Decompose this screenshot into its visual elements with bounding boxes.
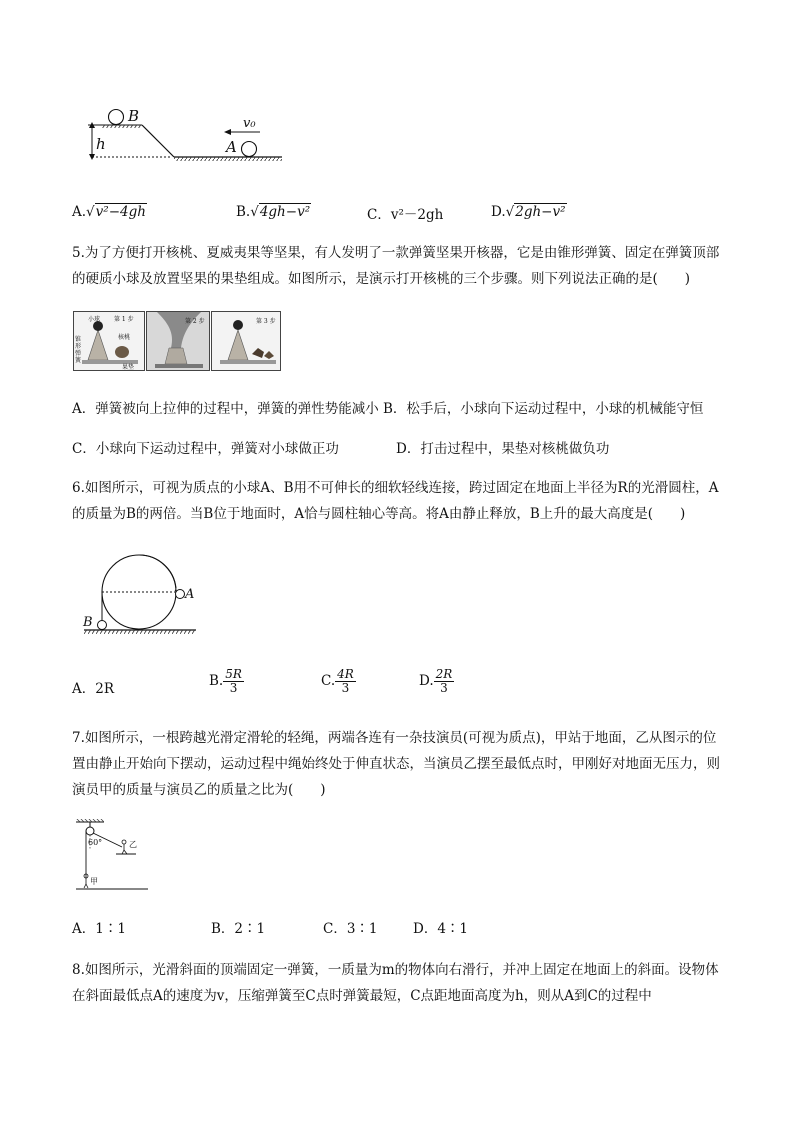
q5-photo1-label-spring: 锥形弹簧 <box>75 336 82 364</box>
q5-photo1-label-walnut: 核桃 <box>118 334 131 341</box>
q4-option-a-prefix: A. <box>72 204 87 220</box>
q6-option-b-den: 3 <box>229 681 238 695</box>
sqrt-icon: √ <box>250 204 259 220</box>
q6-option-d-num: 2R <box>435 667 453 681</box>
q4-option-b-prefix: B. <box>236 204 251 220</box>
q6-option-d-prefix: D. <box>419 673 434 689</box>
q6-option-b <box>209 668 244 695</box>
q5-photo2-label-step: 第 2 步 <box>185 318 205 325</box>
q6-option-b-num: 5R <box>225 667 242 681</box>
q6-option-a: A．2R <box>72 681 115 697</box>
q6-option-b-prefix: B. <box>209 673 224 689</box>
q5-photo1-label-pad: 果垫 <box>122 364 135 371</box>
q6-option-d <box>419 668 454 695</box>
q5-option-b: B．松手后，小球向下运动过程中，小球的机械能守恒 <box>383 401 704 417</box>
q4-option-c-text: C．v²－2gh <box>367 207 444 223</box>
q5-photo1-label-step: 第 1 步 <box>114 316 134 323</box>
q7-option-b: B．2∶1 <box>211 921 266 937</box>
q5-photo-step2 <box>146 311 210 371</box>
q7-angle-label: 60° <box>88 838 103 847</box>
q4-option-a-expr: v²−4gh <box>95 204 146 220</box>
q4-figure <box>82 105 292 165</box>
q8-stem: 8.如图所示，光滑斜面的顶端固定一弹簧，一质量为m的物体向右滑行，并冲上固定在地面上的斜面。设物体在斜面最低点A的速度为v，压缩弹簧至C点时弹簧最短，C点距地面高度为h，则从A到C的过程中 <box>72 962 719 1004</box>
q4-option-d <box>491 203 567 220</box>
q4-option-d-prefix: D. <box>491 204 506 220</box>
q5-photo3-label-step: 第 3 步 <box>256 318 276 325</box>
sqrt-icon: √ <box>86 204 95 220</box>
q6-option-c-prefix: C. <box>321 673 336 689</box>
q5-option-c: C．小球向下运动过程中，弹簧对小球做正功 <box>72 441 339 457</box>
q4-option-c <box>367 203 443 223</box>
q7-stem: 7.如图所示，一根跨越光滑定滑轮的轻绳，两端各连有一杂技演员(可视为质点)，甲站于地面，乙从图示的位置由静止开始向下摆动，运动过程中绳始终处于伸直状态，当演员乙摆至最低点时，甲刚好对地面无压力，则演员甲的质量与演员乙的质量之比为( ) <box>72 730 720 798</box>
q4-label-a: A <box>226 138 237 156</box>
q4-label-h: h <box>96 135 106 153</box>
q5-photo1-label-ball: 小球 <box>88 316 101 323</box>
q7-figure <box>72 818 152 892</box>
q4-option-b-expr: 4gh−v² <box>259 204 311 220</box>
q5-stem: 5.为了方便打开核桃、夏威夷果等坚果，有人发明了一款弹簧坚果开核器，它是由锥形弹簧、固定在弹簧顶部的硬质小球及放置坚果的果垫组成。如图所示，是演示打开核桃的三个步骤。则下列说法正确的是( ) <box>72 245 720 287</box>
q6-option-c <box>321 668 356 695</box>
q6-option-c-num: 4R <box>337 667 354 681</box>
q6-label-b: B <box>83 615 93 630</box>
q4-option-a <box>72 203 147 220</box>
q4-label-b: B <box>128 107 140 125</box>
q5-photo-step3 <box>211 311 281 371</box>
q4-option-d-expr: 2gh−v² <box>515 204 566 220</box>
q7-label-yi: 乙 <box>129 840 137 849</box>
q7-option-c: C．3∶1 <box>323 921 378 937</box>
q6-option-c-den: 3 <box>341 681 350 695</box>
q5-option-d: D．打击过程中，果垫对核桃做负功 <box>396 441 610 457</box>
q6-figure <box>80 550 200 636</box>
q4-option-b <box>236 203 311 220</box>
q5-photo-step1 <box>73 311 145 371</box>
sqrt-icon: √ <box>505 204 515 220</box>
q6-label-a: A <box>185 587 195 602</box>
q7-option-d: D．4∶1 <box>413 921 469 937</box>
q4-label-v0: v₀ <box>243 116 256 131</box>
q5-option-a: A．弹簧被向上拉伸的过程中，弹簧的弹性势能减小 <box>72 401 379 417</box>
q6-stem: 6.如图所示，可视为质点的小球A、B用不可伸长的细软轻线连接，跨过固定在地面上半径为R的光滑圆柱，A的质量为B的两倍。当B位于地面时，A恰与圆柱轴心等高。将A由静止释放，B上升的最大高度是( ) <box>72 480 719 522</box>
q7-label-jia: 甲 <box>90 877 98 886</box>
q7-option-a: A．1∶1 <box>72 921 126 937</box>
q6-option-d-den: 3 <box>440 681 448 695</box>
